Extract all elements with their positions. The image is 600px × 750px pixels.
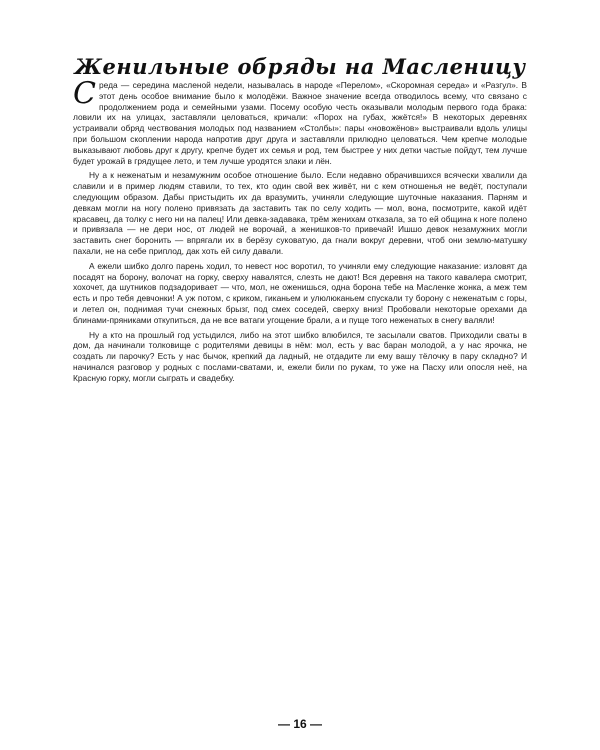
article-body xyxy=(73,78,527,388)
paragraph-3: А ежели шибко долго парень ходил, то невест нос воротил, то учиняли ему следующие наказание: изловят да посадят на борону, волочат на горку, сверху навалятся, слезть не дают! Вся деревня на такого кавалера смотрит, хохочет, да шутников подзадоривает — что, мол, не оженишься, одна борона тебе на Масленке жонка, а меж тем есть и про тебя девчонки! А уж потом, с криком, гиканьем и улюлюканьем спускали ту борону с неженатым с горы, и летел он, поднимая тучи снежных брызг, под смех соседей, сверху вниз! Пробовали некоторые орехами да блинами-пряниками откупиться, да не все ватаги угощение брали, а и пуще того неженатых в снегу валяли! xyxy=(73,260,527,325)
paragraph-2: Ну а к неженатым и незамужним особое отношение было. Если недавно обрачившихся всячески хвалили да славили и в пример людям ставили, то тех, кто один свой век живёт, ни с кем отношенья не ведёт, поступали следующим образом. Дабы пристыдить их да вразумить, учиняли следующие шуточные наказания. Парням и девкам могли на ногу полено привязать да заставить так по селу ходить — мол, вона, посмотрите, какой идёт красавец, да толку с него ни на палец! Или девка-задавака, трём женихам отказала, за то ей община к ноге полено и привязала — не дери нос, от людей не ворочай, а женишков-то привечай! Ишшо девок незамужних могли заставить снег боронить — впрягали их в берёзу суковатую, да гнали вокруг деревни, чтоб они землю-матушку пахали, не на себе приплод, дак хоть ей силу давали. xyxy=(73,170,527,256)
paragraph-4: Ну а кто на прошлый год устыдился, либо на этот шибко влюбился, те засылали сватов. Приходили сваты в дом, да начинали толковище с родителями девицы в нём: мол, есть у вас баран молодой, а у нас ярочка, не создать ли парочку? Есть у нас бычок, крепкий да ладный, не отдадите ли ему вашу тёлочку в пару складно? И начинался разговор у родных с послами-сватами, и, ежели били по рукам, то уже на Пасху или опосля неё, на Красную горку, могли сыграть и свадебку. xyxy=(73,329,527,383)
page-title: Женильные обряды на Масленицу xyxy=(74,54,526,80)
paragraph-1 xyxy=(73,76,527,166)
page-number: — 16 — xyxy=(277,717,322,731)
paragraph-1-text: реда — середина масленой недели, называлась в народе «Перелом», «Скоромная середа» и «Разгул». В этот день особое внимание было к молодёжи. Важное значение всегда отводилось всему, что связано с продолжением рода и семейными узами. Посему особую честь оказывали молодым первого года брака: ловили их на улицах, заставляли целоваться, кричали: «Порох на губах, жжётся!» В некоторых деревнях устраивали обряд чествования молодых под названием «Столбы»: пары «новожёнов» выстраивали вдоль улицы при большом скоплении народа напротив друг друга и заставляли прилюдно целоваться. Чем крепче молодые выказывают любовь друг к другу, крепче будет их семья и род, тем быстрее у них детки частые пойдут, тем лучше будет урожай в грядущее лето, и тем лучше уродятся злаки и лён. xyxy=(73,80,527,166)
drop-cap-letter: С xyxy=(73,76,96,111)
